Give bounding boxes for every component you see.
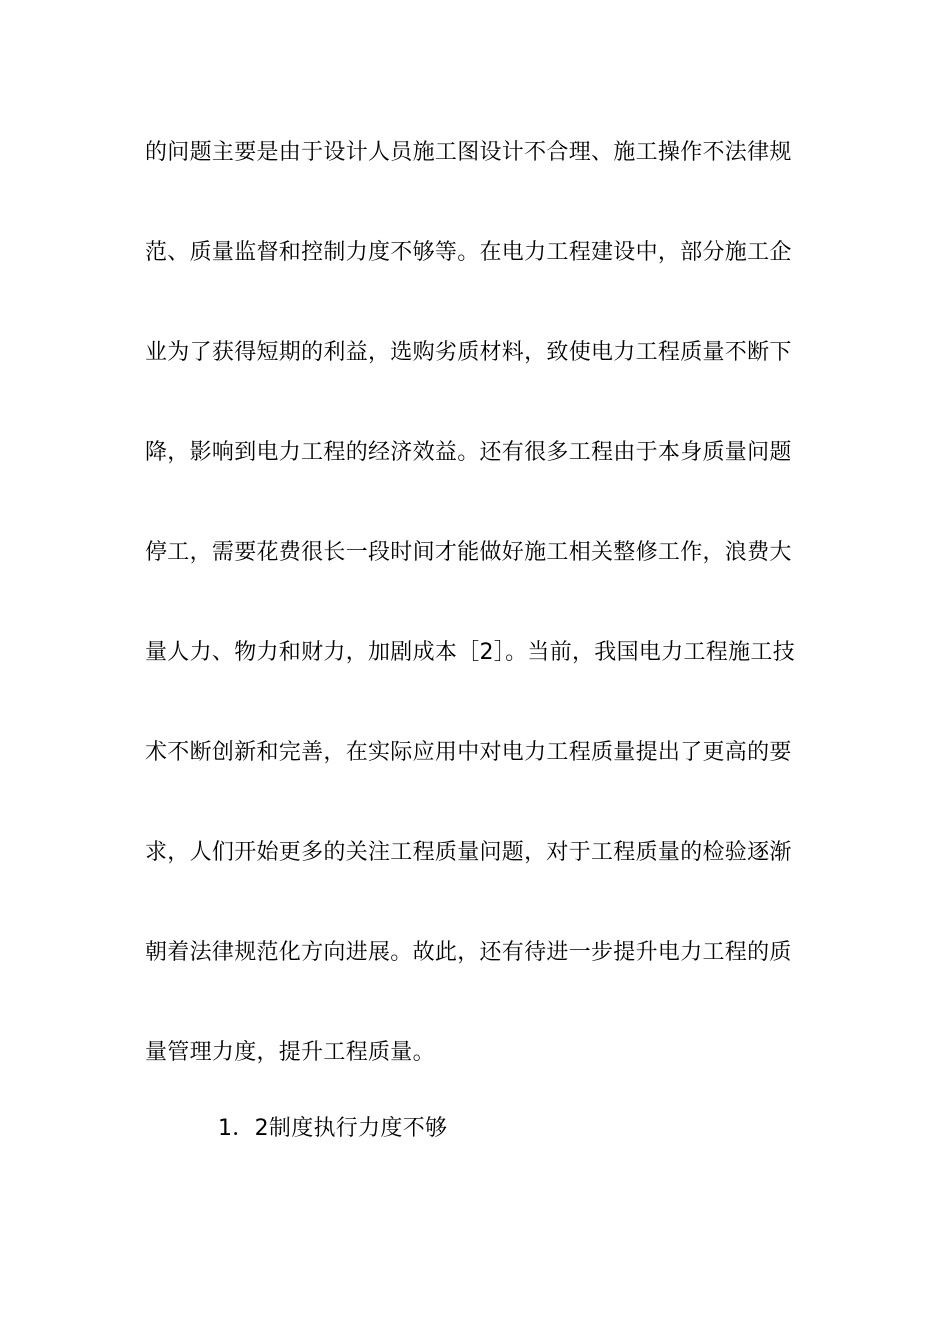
paragraph-line-5: 停工，需要花费很长一段时间才能做好施工相关整修工作，浪费大 (145, 540, 792, 565)
paragraph-line-8: 求，人们开始更多的关注工程质量问题，对于工程质量的检验逐渐 (145, 840, 792, 865)
paragraph-line-2: 范、质量监督和控制力度不够等。在电力工程建设中，部分施工企 (145, 240, 792, 265)
paragraph-line-1: 的问题主要是由于设计人员施工图设计不合理、施工操作不法律规 (145, 140, 792, 165)
paragraph-line-4: 降，影响到电力工程的经济效益。还有很多工程由于本身质量问题 (145, 440, 792, 465)
paragraph-line-6: 量人力、物力和财力，加剧成本［2］。当前，我国电力工程施工技 (145, 640, 795, 665)
paragraph-line-10: 量管理力度，提升工程质量。 (145, 1040, 435, 1065)
section-heading: 1．2制度执行力度不够 (218, 1116, 448, 1141)
paragraph-line-7: 术不断创新和完善，在实际应用中对电力工程质量提出了更高的要 (145, 740, 792, 765)
paragraph-line-9: 朝着法律规范化方向进展。故此，还有待进一步提升电力工程的质 (145, 940, 792, 965)
body-paragraph (145, 128, 815, 1128)
paragraph-line-3: 业为了获得短期的利益，选购劣质材料，致使电力工程质量不断下 (145, 340, 792, 365)
